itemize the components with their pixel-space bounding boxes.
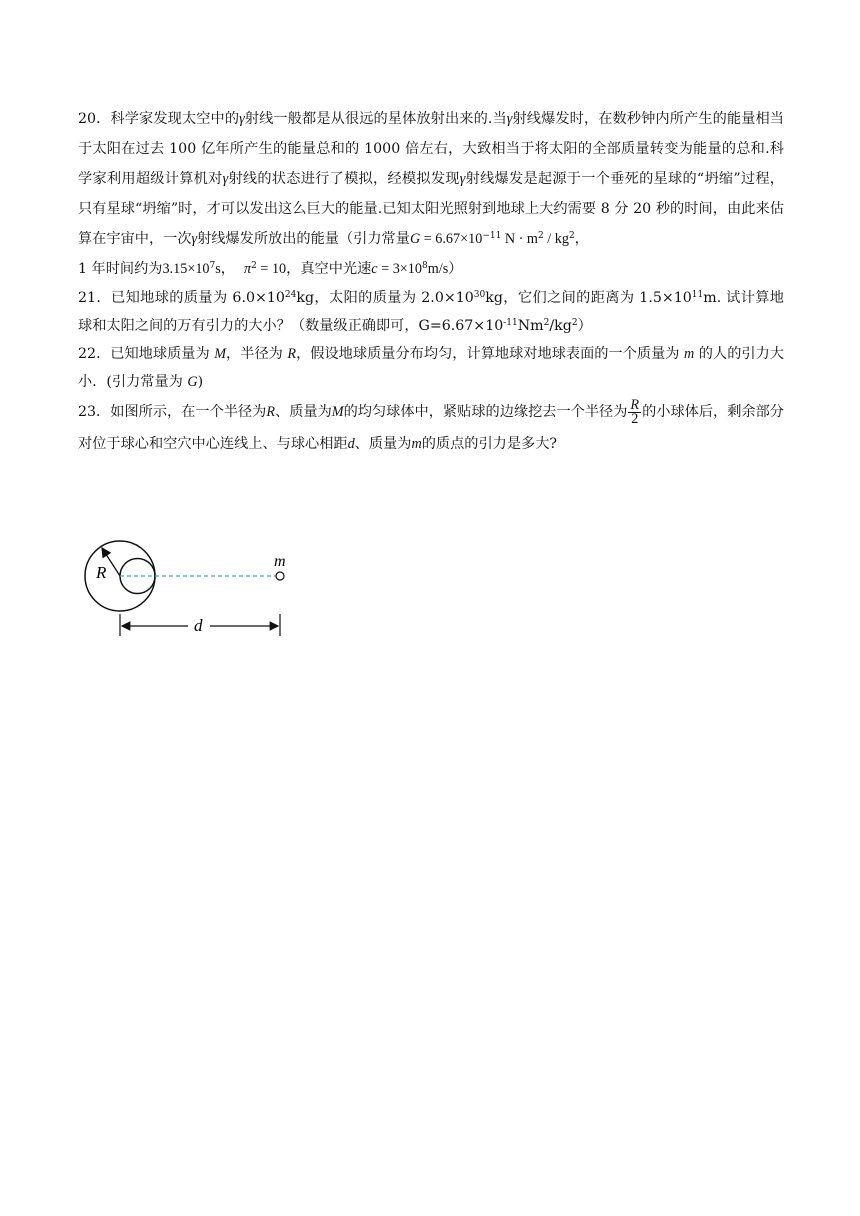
exponent: 2	[537, 231, 544, 241]
text: ，半径为	[226, 346, 288, 362]
text: /kg	[549, 318, 572, 334]
text: 、质量为	[354, 436, 412, 452]
question-22	[78, 340, 784, 396]
text: )	[197, 374, 204, 390]
exponent: 2	[251, 261, 257, 271]
question-number: 21．	[78, 290, 111, 306]
pi-value: = 10	[256, 261, 287, 277]
text: ）	[448, 261, 463, 277]
text: 射线爆发是起源于一个垂死的星球的“坍缩”过程，只有星球“坍缩”时，才可以发出这么巨大的能量.已知太阳光照射到地球上大约需要 8 分 20 秒的时间，由此来估算在宇宙中，一次	[78, 171, 784, 247]
text: 如图所示，在一个半径为	[110, 404, 267, 420]
gamma-symbol: γ	[506, 111, 513, 127]
exponent: 2	[543, 318, 550, 328]
text: 射线一般都是从很远的星体放射出来的.当	[244, 111, 507, 127]
fraction-r-over-2	[628, 396, 641, 427]
text: ）	[577, 318, 592, 334]
question-23	[78, 396, 784, 460]
exponent: 2	[568, 231, 575, 241]
exponent: 7	[209, 261, 216, 271]
label-R: R	[96, 563, 107, 582]
point-mass	[276, 572, 284, 580]
gamma-symbol: γ	[239, 111, 245, 127]
g-value: = 6.67×10	[420, 231, 483, 247]
gravitational-constant-symbol: G	[187, 374, 198, 390]
question-number: 20．	[78, 111, 111, 127]
text: Nm	[517, 318, 544, 334]
text: 1 年时间约为	[78, 261, 163, 277]
sphere-cavity-figure	[80, 538, 300, 648]
exponent: 8	[421, 261, 428, 271]
exponent: 11	[691, 290, 704, 300]
text: ，真空中光速	[286, 261, 372, 277]
exponent: −11	[482, 231, 502, 241]
gamma-symbol: γ	[459, 171, 466, 187]
exponent: 30	[473, 290, 486, 300]
mass-symbol: M	[214, 346, 227, 362]
gamma-symbol: γ	[191, 231, 198, 247]
unit: m/s	[427, 261, 449, 277]
light-speed-symbol: c	[371, 261, 378, 277]
gravitational-constant-symbol: G	[409, 231, 421, 247]
mass-symbol: m	[684, 346, 695, 362]
text: kg，太阳的质量为 2.0×10	[296, 290, 474, 306]
light-speed-value: = 3×10	[377, 261, 422, 277]
denominator: 2	[631, 410, 639, 427]
numerator: R	[630, 396, 640, 413]
text: 已知地球的质量为 6.0×10	[111, 290, 285, 306]
text: 、质量为	[275, 404, 332, 420]
text: 的人的引力大小．(引力常量为	[78, 346, 784, 390]
radius-symbol: R	[287, 346, 297, 362]
text: 射线的状态进行了模拟，经模拟发现	[228, 171, 460, 187]
text: 射线爆发时，在数秒钟内所产生的能量相当于太阳在过去 100 亿年所产生的能量总和的 1000 倍左右，大致相当于将太阳的全部质量转变为能量的总和.科学家利用超级计算机对	[78, 111, 784, 187]
text: ，假设地球质量分布均匀，计算地球对地球表面的一个质量为	[296, 346, 685, 362]
pi-symbol: π	[244, 261, 252, 277]
text: 的质点的引力是多大?	[421, 436, 557, 452]
exponent: 24	[284, 290, 297, 300]
label-d: d	[194, 616, 203, 635]
text: kg，它们之间的距离为 1.5×10	[485, 290, 692, 306]
mass-symbol: M	[331, 404, 344, 420]
text: m. 试计算地球和太阳之间的万有引力的大小？（数量级正确即可，G=6.67×10	[78, 290, 784, 334]
gamma-symbol: γ	[222, 171, 229, 187]
text: 已知地球质量为	[110, 346, 215, 362]
unit: N · m	[501, 231, 538, 247]
text: 的均匀球体中，紧贴球的边缘挖去一个半径为	[343, 404, 628, 420]
document-body	[78, 104, 784, 460]
exponent: 2	[571, 318, 578, 328]
mass-symbol: m	[411, 436, 422, 452]
distance-symbol: d	[347, 436, 355, 452]
text: 的小球体后，剩余部分对位于球心和空穴中心连线上、与球心相距	[78, 404, 784, 452]
unit: s	[215, 261, 221, 277]
question-21	[78, 284, 784, 340]
question-number: 23．	[78, 404, 111, 420]
text: 科学家发现太空中的	[110, 111, 240, 127]
question-20: 20．科学家发现太空中的γ射线一般都是从很远的星体放射出来的.当γ射线爆发时，在数秒钟内所产生的能量相当于太阳在过去 100 亿年所产生的能量总和的 1000 倍左右，大致相当于将太阳的全部质量转变为能量的总和.科学家利用超级计算机对γ射线的状态进行了模拟，经模拟发现γ射线爆发是起源于一个垂死的星球的“坍缩”过程，只有星球“坍缩”时，才可以发出这么巨大的能量.已知太阳光照射到地球上大约需要 8 分 20 秒的时间，由此来估算在宇宙中，一次γ射线爆发所放出的能量（引力常量$G = 6.67\times 10^{-11}$ $N \cdot m^2 / kg^2$， 1 年时间约为$3.15\times 10^7s$， $\pi^2 = 10$，真空中光速$c = 3\times 10^8m/s$）	[78, 111, 784, 277]
question-number: 22．	[78, 346, 111, 362]
text: ，	[574, 231, 589, 247]
unit: / kg	[543, 231, 569, 247]
exponent: -11	[503, 318, 518, 328]
year-value: 3.15×10	[162, 261, 210, 277]
radius-symbol: R	[266, 404, 276, 420]
label-m: m	[274, 553, 286, 570]
text: 射线爆发所放出的能量（引力常量	[197, 231, 410, 247]
